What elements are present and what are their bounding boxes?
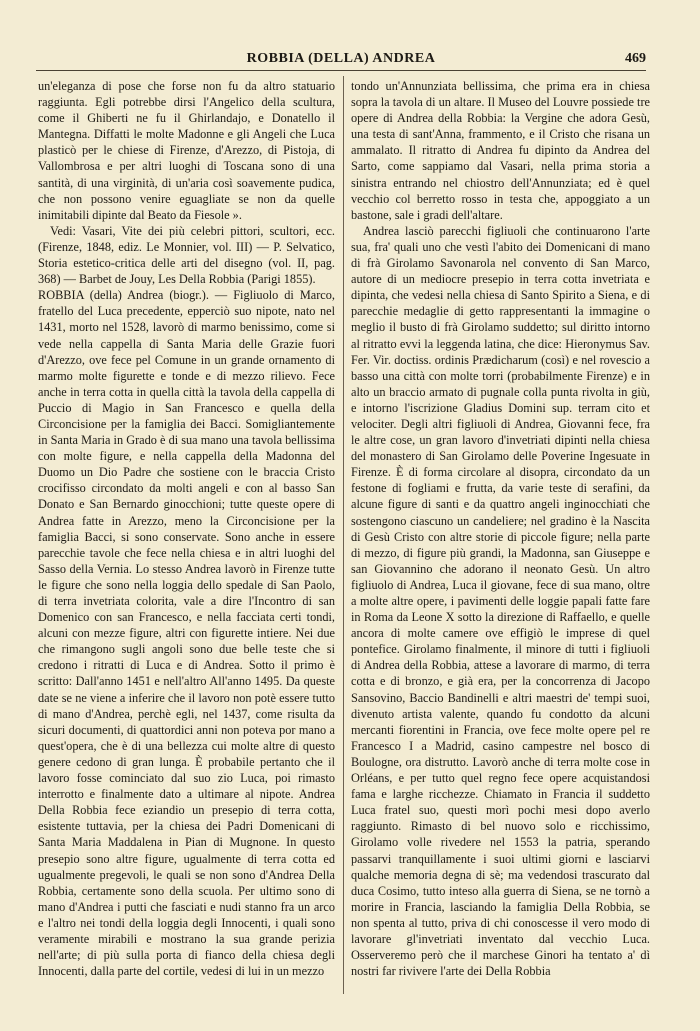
paragraph: tondo un'Annunziata bellissima, che prima era in chiesa sopra la tavola di un altare. Il Museo del Louvre possiede tre opere di Andrea della Robbia: la Vergine che adora Gesù, una testa di sant'Anna, frammento, e il Cristo che risana un ammalato. Il ritratto di Andrea fu dipinto da Andrea del Sarto, come sappiamo dal Vasari, nella prima storia a sinistra entrando nel chiostro dell'Annunziata; ed è quel vecchio col berretto rosso in testa che, appoggiato a un bastone, sale i gradi dell'altare.: [351, 79, 650, 222]
paragraph: Andrea lasciò parecchi figliuoli che continuarono l'arte sua, fra' quali uno che vestì l'abito dei Domenicani di mano di frà Girolamo Savonarola nel convento di San Marco, autore di un mediocre presepio in terra cotta invetriata e dipinta, che vedesi nella chiesa di Santo Spirito a Siena, e di parecchie medaglie di getto rappresentanti la immagine o meglio il busto di frà Girolamo suddetto; sul diritto intorno al ritratto evvi la leggenda latina, che dice: Hieronymus Sav. Fer. Vir. doctiss. ordinis Prædicharum (così) e nel rovescio a basso una città con molte torri (probabilmente Firenze) e in alto un braccio armato di pugnale colla punta rivolta in giù, e intorno l'iscrizione Gladius Domini sup. terram cito et velociter. Degli altri figliuoli di Andrea, Giovanni fece, fra le altre cose, un gran lavoro d'invetriati dipinti nella chiesa del monastero di San Girolamo delle Poverine Ingesuate in Firenze. È di forma circolare al disopra, circondato da un festone di fogliami e frutta, da varie teste di serafini, da alcune figure di santi e da quattro angeli inginocchiati che sostengono ciascuno un candeliere; nel gradino è la Nascita di Gesù Cristo con altre storie di piccole figure; nella parte di mezzo, di figure più grandi, la Madonna, san Giuseppe e san Giovannino che adorano il neonato Gesù. Un altro figliuolo di Andrea, Luca il giovane, fece di sua mano, oltre a molte altre opere, i pavimenti delle loggie papali fatte fare in Roma da Leone X sotto la direzione di Raffaello, e quelle ancora di molte camere ove effigiò le imprese di quel pontefice. Girolamo finalmente, il minore di tutti i figliuoli di Andrea della Robbia, attese a lavorare di marmo, di terra cotta e di bronzo, e già era, per la concorrenza di Jacopo Sansovino, Baccio Bandinelli e altri maestri de' tempi suoi, divenuto artista valente, quando fu condotto da alcuni mercanti fiorentini in Francia, ove fece molte opere pel re Francesco I a Madrid, casino campestre nel bosco di Boulogne, ora distrutto. Lavorò anche di terra molte cose in Orléans, e per tutto quel regno fece opere acquistandosi fama e larghe ricchezze. Chiamato in Francia il suddetto Luca fratel suo, questi morì pochi mesi dopo averlo raggiunto. Rimasto di bel nuovo solo e ricchissimo, Girolamo volle rivedere nel 1553 la patria, sperando passarvi tranquillamente i suoi ultimi giorni e lasciarvi qualche memoria degna di sè; ma vedendosi trascurato dal duca Cosimo, tutto inteso alla guerra di Siena, se ne tornò a morire in Francia, lasciando la famiglia Della Robbia, se non spenta al tutto, priva di chi conoscesse il vero modo di lavorare gl'invetriati inventato dal vecchio Luca. Osserveremo però che il marchese Ginori ha tentato a' dì nostri far rivivere l'arte dei Della Robbia: [351, 223, 650, 979]
running-header: [36, 50, 646, 71]
paragraph: Vedi: Vasari, Vite dei più celebri pittori, scultori, ecc. (Firenze, 1848, ediz. Le Monnier, vol. III) — P. Selvatico, Storia estetico-critica delle arti del disegno (vol. II, pag. 368) — Barbet de Jouy, Les Della Robbia (Parigi 1855).: [38, 223, 335, 287]
column-divider: [343, 76, 344, 994]
paragraph: un'eleganza di pose che forse non fu da altro statuario raggiunta. Egli potrebbe dirsi l'Angelico della scultura, come il Ghiberti ne fu il Ghirlandajo, e Donatello il Mantegna. Diffatti le molte Madonne e gli Angeli che Luca plasticò per le chiese di Firenze, d'Arezzo, di Pistoja, di Vallombrosa e per altri luoghi di Toscana sono di una santità, di una virginità, di un'aria così soavemente pudica, che non possono venire eguagliate se non da quelle inimitabili dipinte dal Beato da Fiesole ».: [38, 79, 335, 222]
paragraph: ROBBIA (della) Andrea (biogr.). — Figliuolo di Marco, fratello del Luca precedente, epperciò suo nipote, nato nel 1431, morto nel 1528, lavorò di marmo benissimo, come si vede nella cappella di Santa Maria delle Grazie fuori d'Arezzo, ove fece pel Comune in un grande ornamento di marmo molte figurette e tonde e di mezzo rilievo. Fece anche in terra cotta in quella città la tavola della cappella di Puccio di Magio in San Francesco e quella della Circoncisione per la famiglia dei Bacci. Somigliantemente in Santa Maria in Grado è di sua mano una tavola bellissima con molte figure, e nella cappella della Madonna del Duomo un Dio Padre che sostiene con le braccia Cristo crocifisso circondato da molti angeli e con al basso San Donato e San Bernardo ginocchioni; tutte queste opere di Andrea fatte in Arezzo, meno la Circoncisione per la famiglia Bacci, si sono conservate. Sono anche in essere parecchie tavole che fece nella chiesa e in altri luoghi del Sasso della Vernia. Lo stesso Andrea lavorò in Firenze tutte le figure che sono nella loggia dello spedale di San Paolo, di terra invetriata colorita, vale a dire l'Incontro di san Domenico con san Francesco, e nella facciata certi tondi, alcuni con mezze figure, altri con figurette intiere. Nei due che rimangono sugli angoli sono due belle teste che si credono i ritratti di Luca e di Andrea. Sotto il primo è scritto: Dall'anno 1451 e nell'altro All'anno 1495. Da queste date se ne viene a inferire che il lavoro non potè essere tutto di mano d'Andrea, perchè egli, nel 1437, come risulta da sicuri documenti, di quattordici anni non poteva por mano a quest'opera, che è di una bellezza cui molte altre di questo genere cedono di gran lunga. È probabile pertanto che il lavoro fosse cominciato dal suo zio Luca, poi rimasto interrotto e finalmente dato a ultimare al nipote. Andrea Della Robbia fece eziandio un presepio di terra cotta, esistente tuttavia, per la chiesa dei Padri Domenicani di Santa Maria Maddalena in Pian di Mugnone. In questo presepio sono altre figure, ugualmente di terra cotta ed ugualmente pregevoli, le quali se non sono d'Andrea Della Robbia, certamente sono della scuola. Per ultimo sono di mano d'Andrea i putti che fasciati e nudi stanno fra un arco e l'altro nei tondi della loggia degli Innocenti, i quali sono veramente mirabili e mostrano la sua grande perizia nell'arte; di più sulla porta di fianco della chiesa degli Innocenti, dalla parte del cortile, vedesi di lui in un mezzo: [38, 288, 335, 979]
page-number: 469: [625, 51, 646, 66]
right-column: [351, 78, 650, 979]
left-column: [38, 78, 335, 979]
header-title: ROBBIA (DELLA) ANDREA: [246, 51, 436, 66]
